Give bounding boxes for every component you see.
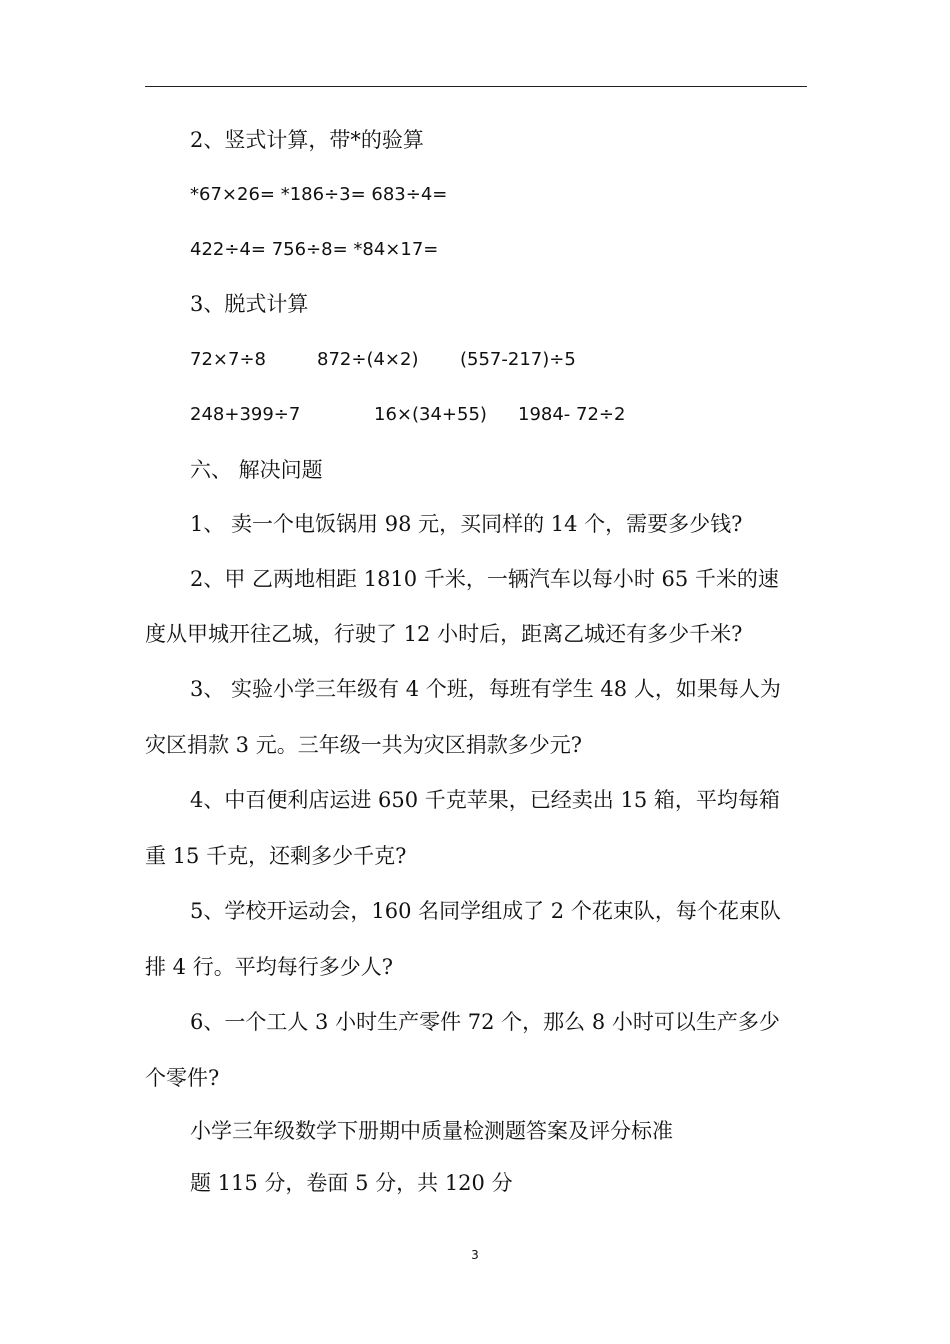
- vertical-calc-heading: 2、竖式计算，带*的验算: [190, 128, 424, 152]
- step-calc-item: 72×7÷8: [190, 349, 266, 370]
- problem-line: 5、学校开运动会，160 名同学组成了 2 个花束队，每个花束队: [190, 899, 781, 923]
- section-heading: 六、 解决问题: [190, 458, 323, 482]
- problem-line: 排 4 行。平均每行多少人?: [145, 955, 393, 979]
- step-calc-item: (557-217)÷5: [460, 349, 576, 370]
- problem-line: 1、 卖一个电饭锅用 98 元，买同样的 14 个，需要多少钱?: [190, 512, 743, 536]
- problem-line: 灾区捐款 3 元。三年级一共为灾区捐款多少元?: [145, 733, 582, 757]
- score-line: 题 115 分，卷面 5 分，共 120 分: [190, 1171, 513, 1195]
- problem-line: 2、甲 乙两地相距 1810 千米，一辆汽车以每小时 65 千米的速: [190, 567, 779, 591]
- step-calc-heading: 3、脱式计算: [190, 292, 309, 316]
- page-number: 3: [471, 1248, 479, 1262]
- step-calc-item: 16×(34+55): [374, 404, 487, 425]
- answers-title: 小学三年级数学下册期中质量检测题答案及评分标准: [190, 1119, 673, 1143]
- step-calc-item: 1984- 72÷2: [518, 404, 626, 425]
- step-calc-item: 872÷(4×2): [317, 349, 419, 370]
- problem-line: 个零件?: [145, 1066, 220, 1090]
- vertical-calc-row-2: 422÷4= 756÷8= *84×17=: [190, 239, 439, 260]
- vertical-calc-row-1: *67×26= *186÷3= 683÷4=: [190, 184, 448, 205]
- problem-line: 4、中百便利店运进 650 千克苹果，已经卖出 15 箱，平均每箱: [190, 788, 780, 812]
- step-calc-item: 248+399÷7: [190, 404, 301, 425]
- problem-line: 3、 实验小学三年级有 4 个班，每班有学生 48 人，如果每人为: [190, 677, 781, 701]
- problem-line: 6、一个工人 3 小时生产零件 72 个，那么 8 小时可以生产多少: [190, 1010, 780, 1034]
- header-rule: [145, 86, 807, 87]
- problem-line: 重 15 千克，还剩多少千克?: [145, 844, 407, 868]
- problem-line: 度从甲城开往乙城，行驶了 12 小时后，距离乙城还有多少千米?: [145, 622, 743, 646]
